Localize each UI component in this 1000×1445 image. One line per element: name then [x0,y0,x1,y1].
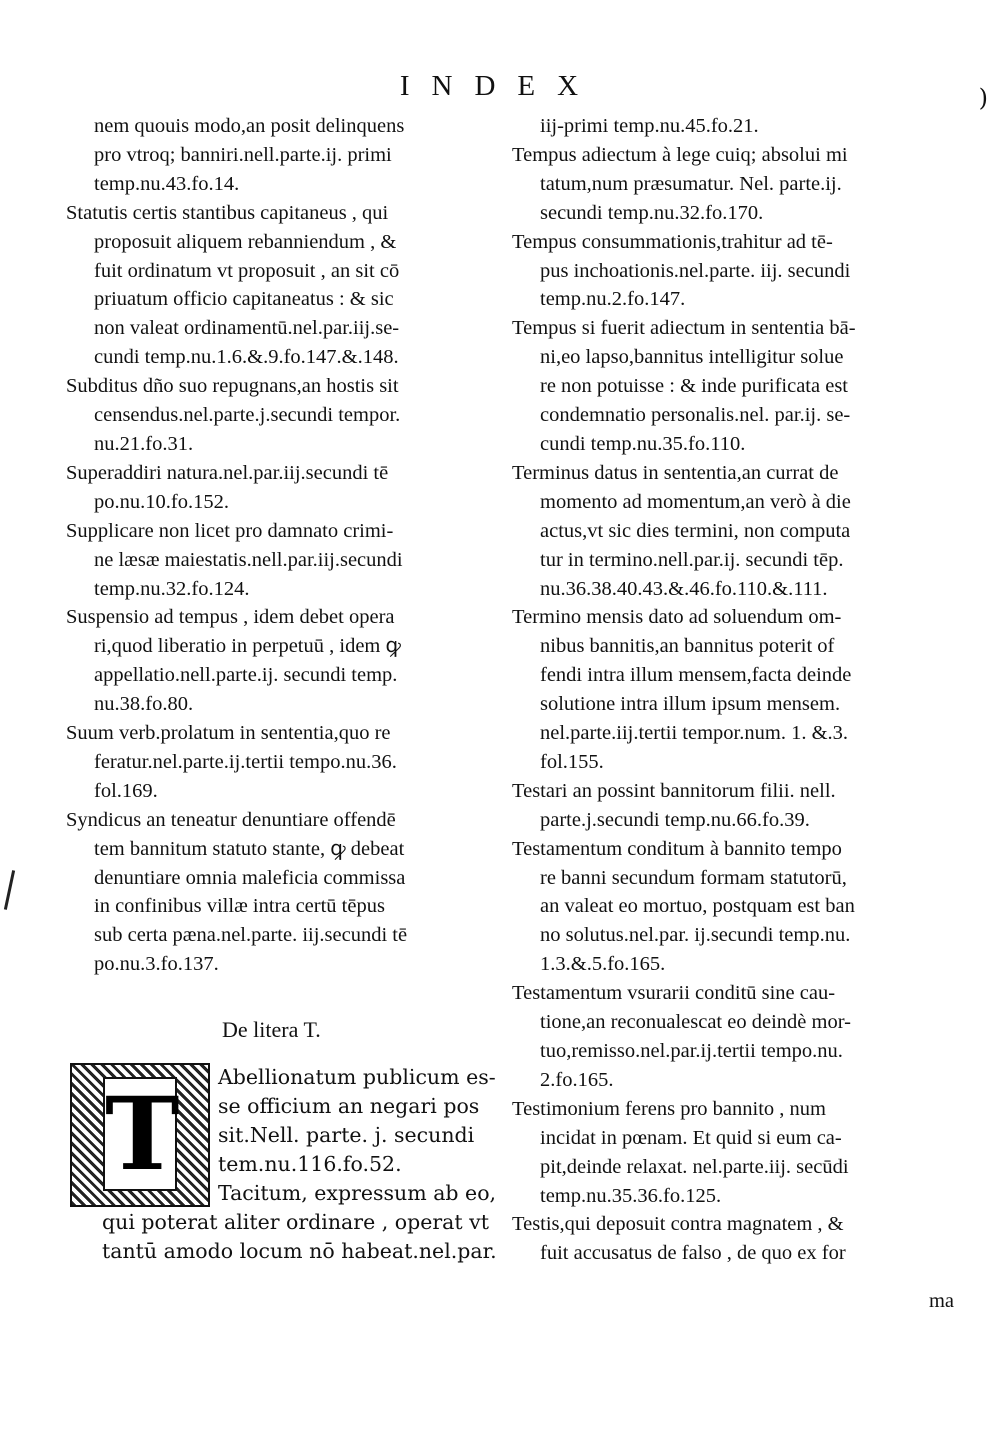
entry-line: pit,deinde relaxat. nel.parte.iij. secūdi [540,1155,849,1178]
section-title: De litera T. [222,1017,321,1043]
entry-line: nu.36.38.40.43.&.46.fo.110.&.111. [540,577,828,600]
index-entry [512,459,948,604]
entry-line: nem quouis modo,an posit delinquens [94,115,405,137]
index-entry [66,112,506,199]
entry-line: actus,vt sic dies termini, non computa [540,519,851,542]
entry-line: Statutis certis stantibus capitaneus , qui [66,201,389,224]
entry-line: Suspensio ad tempus , idem debet opera [66,606,395,629]
index-entry [66,199,506,372]
entry-line: fuit accusatus de falso , de quo ex for [540,1242,846,1265]
entry-line: Suum verb.prolatum in sententia,quo re [66,722,391,745]
entry-line: pus inchoationis.nel.parte. iij. secundi [540,259,851,282]
index-entry [66,603,506,719]
entry-line: feratur.nel.parte.ij.tertii tempo.nu.36. [94,750,397,773]
index-entry [512,835,948,980]
initial-block [66,1063,506,1265]
index-entry [512,979,948,1095]
catchword: ma [928,1290,954,1312]
entry-line: proposuit aliquem rebanniendum , & [94,230,397,253]
entry-line: Tempus si fuerit adiectum in sententia bā- [512,317,856,340]
entry-line: an valeat eo mortuo, postquam est ban [540,895,855,918]
entry-line: sit.Nell. parte. j. secundi [218,1123,475,1147]
entry-line: tuo,remisso.nel.par.ij.tertii tempo.nu. [540,1040,843,1062]
entry-line: fol.169. [94,779,158,802]
entry-line: 1.3.&.5.fo.165. [540,953,666,976]
entry-line: temp.nu.2.fo.147. [540,288,686,311]
entry-line: incidat in pœnam. Et quid si eum ca- [540,1126,842,1149]
entry-line: ne læsæ maiestatis.nell.par.iij.secundi [94,548,403,571]
entry-line: parte.j.secundi temp.nu.66.fo.39. [540,808,810,831]
entry-line: tur in termino.nell.par.ij. secundi tēp. [540,548,844,571]
entry-line: Testari an possint bannitorum filii. nell. [512,779,836,802]
entry-line: secundi temp.nu.32.fo.170. [540,201,764,224]
entry-line: nel.parte.iij.tertii tempor.num. 1. &.3. [540,722,849,745]
index-entry [512,228,948,315]
entry-line: momento ad momentum,an verò à die [540,490,851,513]
initial-entry-continuation [66,1208,506,1266]
entry-line: priuatum officio capitaneatus : & sic [94,288,394,311]
index-entry [512,141,948,228]
entry-line: Subditus dño suo repugnans,an hostis sit [66,375,399,398]
right-entries [512,112,948,1268]
drop-cap-letter: T [105,1075,180,1194]
entry-line: cundi temp.nu.35.fo.110. [540,432,746,455]
index-entry [512,1210,948,1268]
entry-line: nu.21.fo.31. [94,432,194,455]
left-entries [66,112,506,979]
entry-line: temp.nu.35.36.fo.125. [540,1184,722,1207]
entry-line: Terminus datus in sententia,an currat de [512,461,839,484]
entry-line: tione,an reconualescat eo deindè mor- [540,1011,851,1034]
entry-line: po.nu.10.fo.152. [94,490,229,513]
entry-line: re non potuisse : & inde purificata est [540,375,848,398]
page-header: INDEX [399,70,601,102]
entry-line: Testamentum vsurarii conditū sine cau- [512,982,836,1005]
entry-line: nibus bannitis,an bannitus poterit of [540,635,835,658]
index-entry [66,372,506,459]
entry-line: fuit ordinatum vt proposuit , an sit cō [94,259,400,282]
index-entry [512,112,948,141]
entry-line: nu.38.fo.80. [94,693,194,716]
entry-line: tantū amodo locum nō habeat.nel.par. [102,1238,497,1263]
decorated-initial-icon [70,1063,210,1207]
entry-line: non valeat ordinamentū.nel.par.iij.se- [94,317,400,340]
entry-line: Testimonium ferens pro bannito , num [512,1097,826,1120]
entry-line: tem bannitum statuto stante, ꝙ debeat [94,837,405,860]
index-entry [512,1095,948,1211]
entry-line: fol.155. [540,750,604,773]
entry-line: 2.fo.165. [540,1068,614,1091]
entry-line: Supplicare non licet pro damnato crimi- [66,519,394,542]
entry-line: Testis,qui deposuit contra magnatem , & [512,1213,844,1236]
entry-line: sub certa pæna.nel.parte. iij.secundi tē [94,924,408,947]
entry-line: censendus.nel.parte.j.secundi tempor. [94,404,401,427]
entry-line: qui poterat aliter ordinare , operat vt [102,1209,489,1234]
entry-line: Tacitum, expressum ab eo, [218,1180,497,1205]
entry-line: denuntiare omnia maleficia commissa [94,866,406,889]
entry-line: fendi intra illum mensem,facta deinde [540,664,852,687]
entry-line: po.nu.3.fo.137. [94,953,219,976]
margin-mark-icon [4,870,15,910]
entry-line: tem.nu.116.fo.52. [218,1151,402,1176]
entry-line: appellatio.nell.parte.ij. secundi temp. [94,664,398,687]
entry-line: Testamentum conditum à bannito tempo [512,837,842,860]
right-column [512,112,948,1268]
entry-line: tatum,num præsumatur. Nel. parte.ij. [540,172,842,195]
entry-line: Termino mensis dato ad soluendum om- [512,606,842,629]
index-entry [66,517,506,604]
entry-line: temp.nu.43.fo.14. [94,172,240,195]
entry-line: iij-primi temp.nu.45.fo.21. [540,115,759,137]
index-entry [66,719,506,806]
margin-bracket-icon: ) [978,84,988,112]
entry-line: condemnatio personalis.nel. par.ij. se- [540,404,851,427]
entry-line: Abellionatum publicum es- [218,1065,496,1090]
left-column [66,112,506,1266]
entry-line: Syndicus an teneatur denuntiare offendē [66,808,396,831]
index-entry [66,806,506,979]
entry-line: ri,quod liberatio in perpetuū , idem ꝙ [94,635,401,658]
entry-line: Tempus consummationis,trahitur ad tē- [512,230,833,253]
index-entry [66,459,506,517]
entry-line: pro vtroq; banniri.nell.parte.ij. primi [94,143,392,166]
entry-line: in confinibus villæ intra certū tēpus [94,895,385,918]
index-entry [512,777,948,835]
entry-line: Tempus adiectum à lege cuiq; absolui mi [512,143,848,166]
entry-line: cundi temp.nu.1.6.&.9.fo.147.&.148. [94,346,399,369]
entry-line: solutione intra illum ipsum mensem. [540,693,841,716]
index-entry [512,314,948,459]
entry-line: Superaddiri natura.nel.par.iij.secundi tē [66,461,389,484]
entry-line: se officium an negari pos [218,1094,480,1119]
index-entry [512,603,948,776]
entry-line: ni,eo lapso,bannitus intelligitur solue [540,346,844,369]
entry-line: no solutus.nel.par. ij.secundi temp.nu. [540,924,851,947]
entry-line: re banni secundum formam statutorū, [540,866,847,889]
entry-line: temp.nu.32.fo.124. [94,577,250,600]
